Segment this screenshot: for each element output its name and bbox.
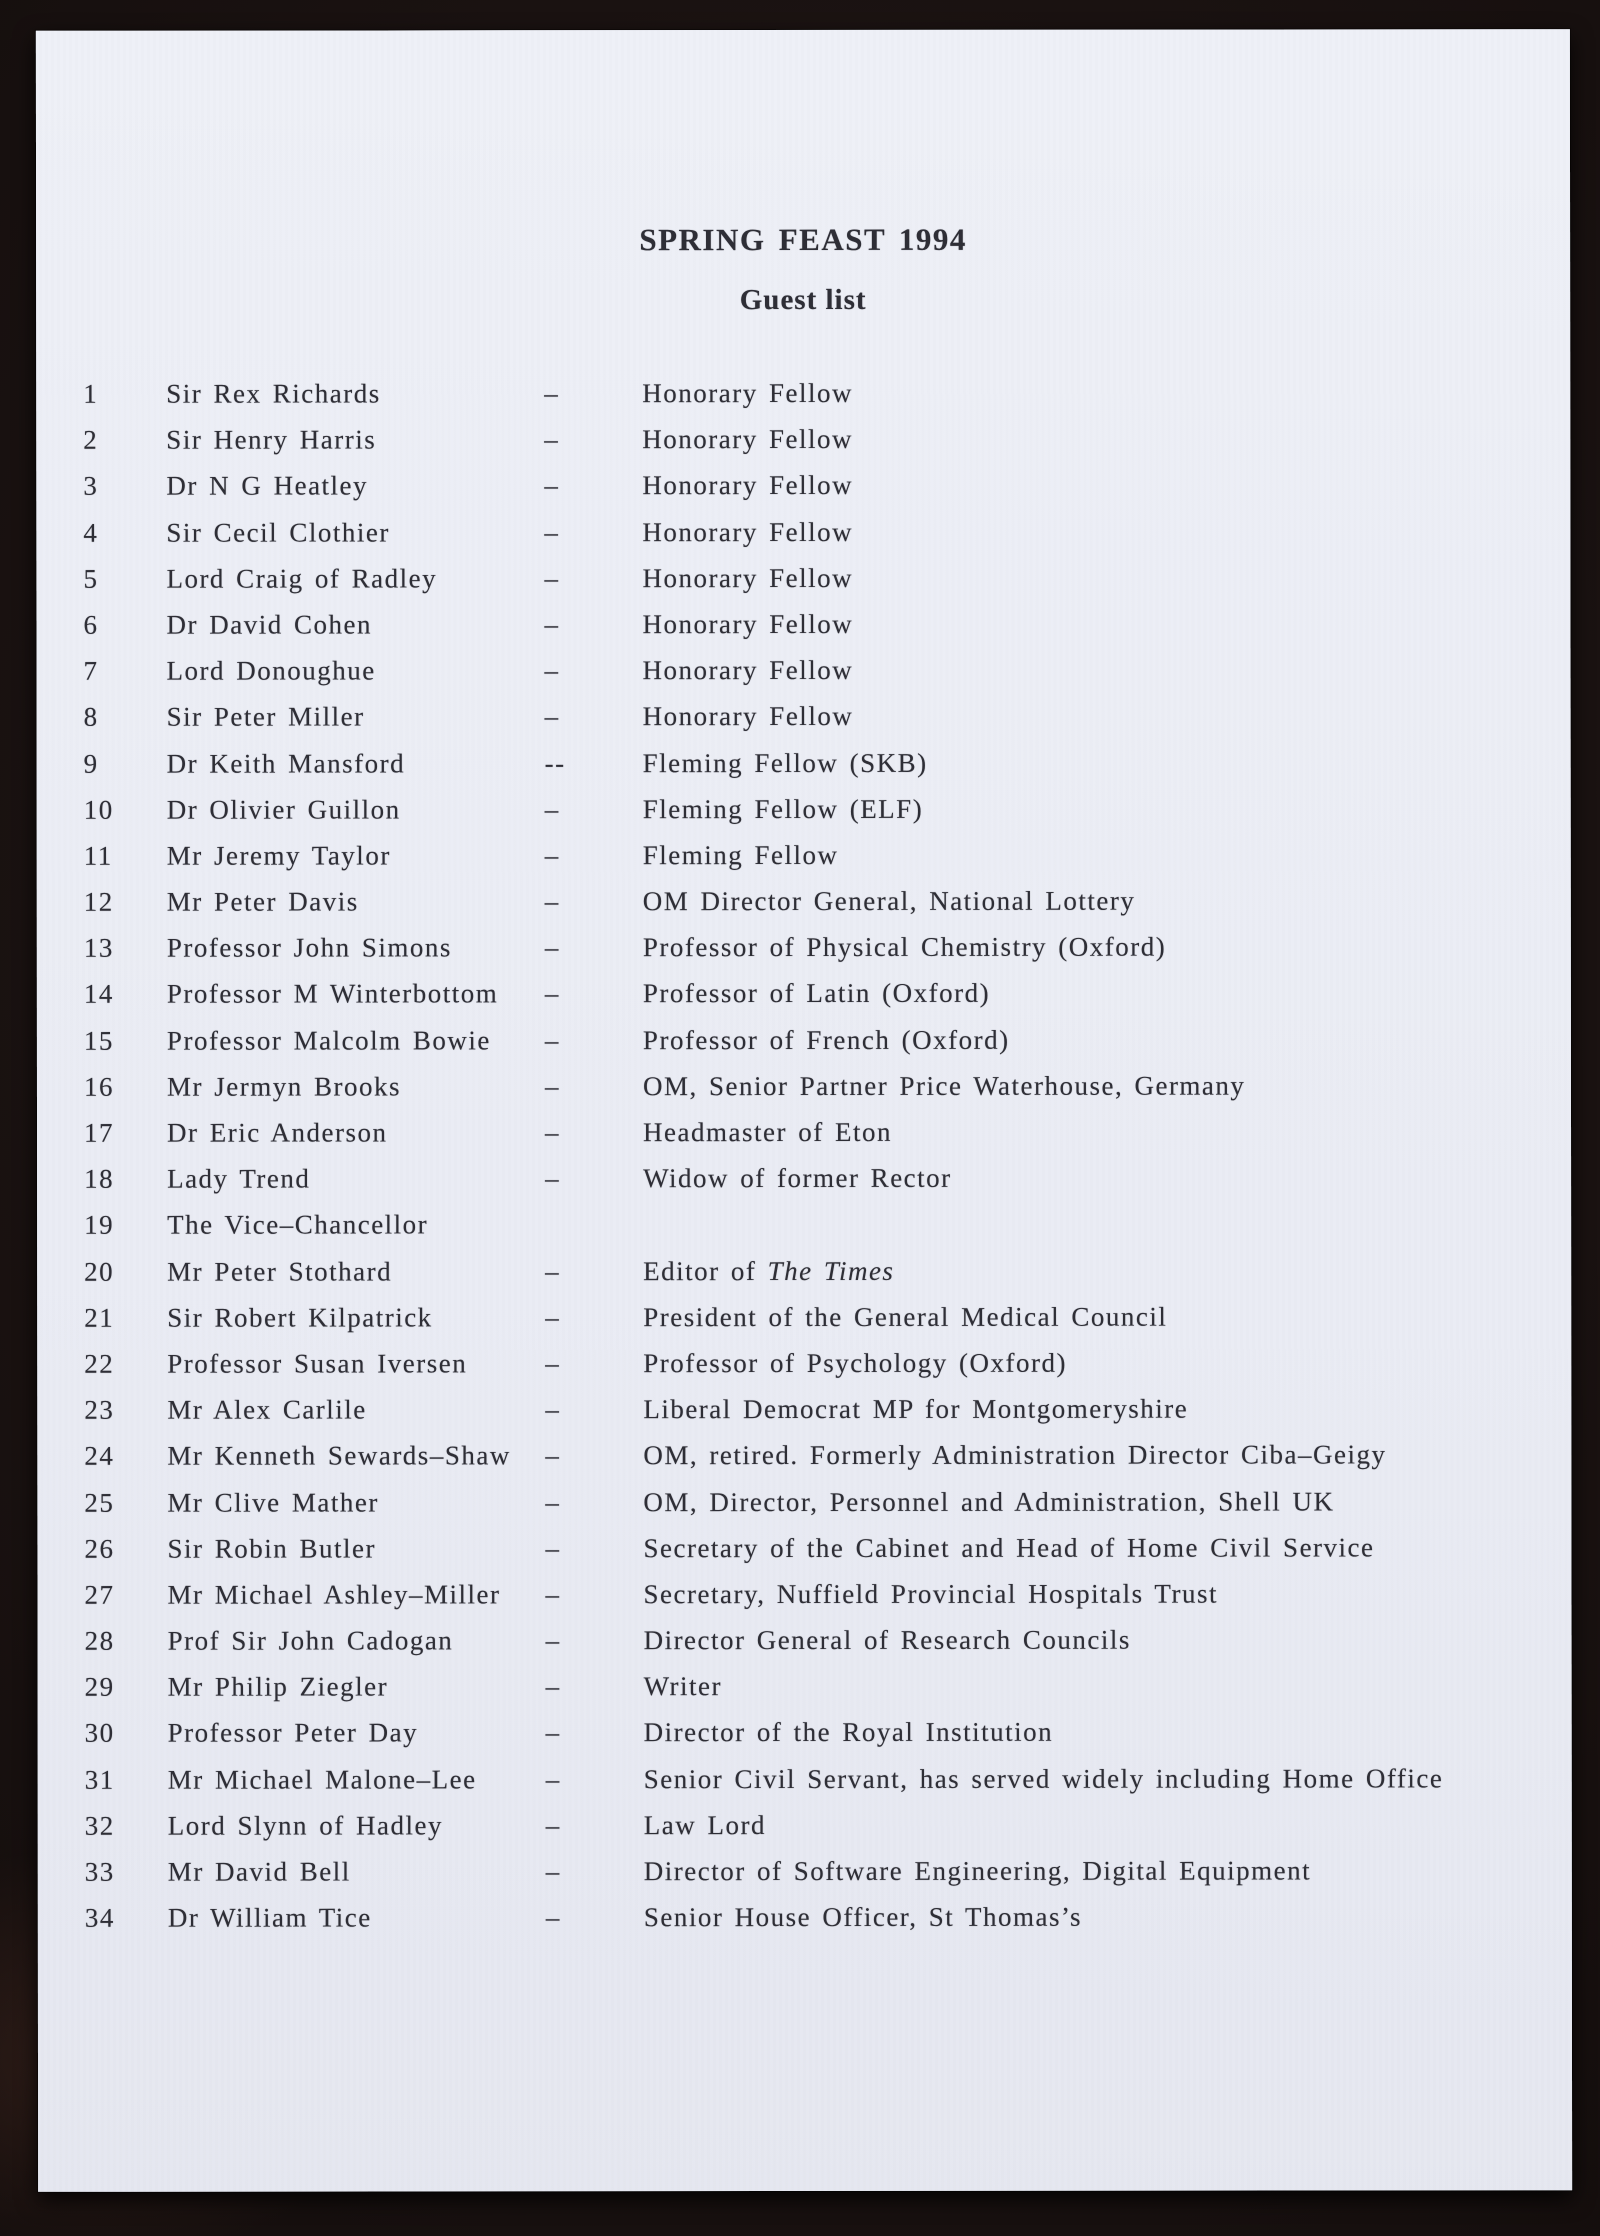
guest-role: Secretary of the Cabinet and Head of Home Civil Service <box>643 1532 1375 1563</box>
guest-row <box>37 1154 1571 1202</box>
guest-name: Mr Clive Mather <box>167 1486 379 1518</box>
guest-separator: – <box>545 1394 561 1425</box>
guest-separator: – <box>544 378 560 409</box>
guest-role: Fleming Fellow (ELF) <box>642 793 924 824</box>
guest-name: Mr Michael Ashley–Miller <box>167 1579 501 1610</box>
guest-row <box>37 646 1571 694</box>
guest-role: Widow of former Rector <box>643 1163 952 1194</box>
guest-number: 13 <box>83 932 114 964</box>
guest-number: 22 <box>84 1348 115 1379</box>
guest-name: The Vice–Chancellor <box>167 1209 429 1241</box>
guest-separator: -- <box>544 747 566 778</box>
guest-row <box>37 1201 1571 1249</box>
guest-number: 7 <box>83 655 99 686</box>
guest-separator: – <box>544 470 560 501</box>
guest-name: Professor John Simons <box>166 932 452 963</box>
guest-number: 23 <box>84 1394 115 1425</box>
guest-name: Sir Peter Miller <box>166 701 365 732</box>
guest-row <box>37 1524 1571 1572</box>
guest-row <box>37 970 1571 1018</box>
guest-separator: – <box>545 1440 561 1471</box>
guest-number: 25 <box>84 1487 115 1518</box>
guest-number: 32 <box>84 1810 115 1841</box>
guest-row <box>37 1385 1571 1433</box>
guest-row <box>37 1247 1571 1295</box>
guest-role: OM, Director, Personnel and Administration, Shell UK <box>643 1485 1335 1517</box>
guest-name: Lord Donoughue <box>166 655 376 686</box>
guest-separator: – <box>545 1717 561 1748</box>
guest-row <box>36 554 1570 602</box>
guest-role-italic: The Times <box>767 1255 895 1286</box>
guest-role: Editor of The Times <box>643 1255 895 1286</box>
guest-separator: – <box>544 978 560 1009</box>
guest-number: 28 <box>84 1625 115 1656</box>
guest-name: Sir Rex Richards <box>166 378 381 409</box>
document-page <box>36 29 1572 2192</box>
guest-separator: – <box>544 563 560 594</box>
guest-row <box>36 462 1570 510</box>
guest-number: 10 <box>83 794 114 825</box>
guest-row <box>37 785 1571 833</box>
guest-separator: – <box>544 424 560 455</box>
guest-row <box>37 1016 1571 1064</box>
guest-role: OM, retired. Formerly Administration Director Ciba–Geigy <box>643 1439 1387 1471</box>
document-subtitle: Guest list <box>739 283 867 317</box>
guest-name: Mr Peter Davis <box>166 886 359 917</box>
guest-row <box>36 508 1570 556</box>
guest-separator: – <box>545 1856 561 1887</box>
guest-role: Professor of French (Oxford) <box>642 1024 1010 1055</box>
guest-separator: – <box>545 1763 561 1794</box>
guest-name: Dr William Tice <box>167 1902 372 1933</box>
guest-number: 8 <box>83 702 99 733</box>
guest-separator: – <box>545 1117 561 1148</box>
guest-name: Lord Slynn of Hadley <box>167 1810 443 1841</box>
guest-row <box>38 1709 1572 1757</box>
guest-name: Mr Kenneth Sewards–Shaw <box>167 1440 511 1471</box>
document-title: SPRING FEAST 1994 <box>639 221 967 258</box>
guest-number: 2 <box>83 424 99 455</box>
guest-role: Honorary Fellow <box>642 377 853 409</box>
guest-number: 24 <box>84 1441 115 1472</box>
guest-name: Sir Henry Harris <box>166 424 377 455</box>
guest-number: 29 <box>84 1671 115 1703</box>
guest-separator: – <box>544 886 560 917</box>
guest-role: Director General of Research Councils <box>643 1624 1131 1656</box>
guest-name: Mr Philip Ziegler <box>167 1671 389 1702</box>
guest-number: 16 <box>83 1071 114 1102</box>
guest-number: 34 <box>84 1902 115 1933</box>
guest-separator: – <box>545 1163 561 1194</box>
guest-number: 15 <box>83 1025 114 1056</box>
guest-role: Fleming Fellow <box>642 839 839 871</box>
guest-name: Dr Keith Mansford <box>166 747 406 779</box>
guest-role: OM Director General, National Lottery <box>642 885 1136 917</box>
guest-number: 1 <box>83 378 99 409</box>
guest-name: Mr Jermyn Brooks <box>166 1071 401 1102</box>
guest-name: Mr Jeremy Taylor <box>166 840 391 871</box>
guest-number: 19 <box>84 1210 115 1241</box>
guest-role: Honorary Fellow <box>642 516 854 547</box>
guest-name: Dr Eric Anderson <box>167 1117 388 1148</box>
guest-separator: – <box>544 840 560 871</box>
guest-number: 30 <box>84 1718 115 1749</box>
guest-name: Professor Peter Day <box>167 1717 419 1749</box>
guest-name: Mr Michael Malone–Lee <box>167 1763 477 1795</box>
guest-number: 21 <box>84 1302 115 1333</box>
guest-name: Professor Susan Iversen <box>167 1348 468 1379</box>
guest-name: Professor Malcolm Bowie <box>166 1024 491 1056</box>
guest-role: Law Lord <box>643 1809 766 1840</box>
guest-name: Lord Craig of Radley <box>166 563 438 594</box>
guest-role: Senior House Officer, St Thomas’s <box>643 1901 1083 1933</box>
guest-name: Mr David Bell <box>167 1856 351 1887</box>
guest-row <box>38 1893 1572 1941</box>
guest-role: Professor of Latin (Oxford) <box>642 978 991 1009</box>
guest-role: Director of Software Engineering, Digital Equipment <box>643 1855 1312 1887</box>
guest-row <box>37 1062 1571 1110</box>
guest-row <box>38 1662 1572 1710</box>
guest-separator: – <box>544 932 560 963</box>
guest-role: Honorary Fellow <box>642 701 854 732</box>
guest-number: 9 <box>83 748 99 779</box>
guest-number: 33 <box>84 1856 115 1887</box>
guest-separator: – <box>545 1302 561 1333</box>
guest-number: 6 <box>83 609 99 640</box>
guest-separator: – <box>545 1348 561 1379</box>
guest-number: 11 <box>83 840 113 871</box>
guest-role: OM, Senior Partner Price Waterhouse, Germany <box>642 1070 1246 1101</box>
guest-number: 12 <box>83 886 114 917</box>
guest-separator: – <box>544 655 560 686</box>
guest-row <box>37 1432 1571 1480</box>
guest-role: Honorary Fellow <box>642 655 854 686</box>
guest-separator: – <box>545 1486 561 1517</box>
guest-number: 18 <box>84 1163 115 1194</box>
guest-number: 4 <box>83 517 99 548</box>
guest-role: Liberal Democrat MP for Montgomeryshire <box>643 1393 1189 1425</box>
guest-number: 27 <box>84 1579 115 1610</box>
guest-number: 14 <box>83 979 114 1010</box>
guest-separator: – <box>544 609 560 640</box>
guest-role: Honorary Fellow <box>642 424 854 455</box>
guest-role: Headmaster of Eton <box>643 1116 892 1148</box>
guest-name: Sir Robin Butler <box>167 1533 376 1564</box>
guest-row <box>36 415 1570 463</box>
guest-name: Professor M Winterbottom <box>166 978 499 1010</box>
guest-name: Lady Trend <box>167 1163 311 1194</box>
guest-row <box>37 1293 1571 1341</box>
guest-separator: – <box>545 1902 561 1933</box>
guest-role: Writer <box>643 1671 722 1702</box>
guest-name: Prof Sir John Cadogan <box>167 1625 454 1656</box>
guest-number: 17 <box>84 1117 115 1148</box>
guest-row <box>38 1755 1572 1803</box>
guest-role <box>643 1233 1571 1234</box>
guest-row <box>37 831 1571 879</box>
guest-separator: – <box>545 1671 561 1702</box>
guest-separator: – <box>544 1024 560 1055</box>
guest-separator: – <box>544 516 560 547</box>
guest-role: President of the General Medical Council <box>643 1301 1168 1332</box>
guest-name: Dr N G Heatley <box>166 470 369 502</box>
guest-name: Sir Robert Kilpatrick <box>167 1302 433 1333</box>
guest-number: 3 <box>83 471 99 502</box>
guest-separator: – <box>545 1810 561 1841</box>
guest-separator: – <box>544 793 560 824</box>
guest-row <box>37 739 1571 787</box>
guest-role: Senior Civil Servant, has served widely including Home Office <box>643 1762 1444 1794</box>
guest-row <box>37 923 1571 971</box>
guest-separator: – <box>544 1071 560 1102</box>
guest-row <box>36 369 1570 417</box>
guest-name: Sir Cecil Clothier <box>166 516 390 548</box>
guest-row <box>36 600 1570 648</box>
guest-role: Honorary Fellow <box>642 470 854 501</box>
guest-row <box>37 693 1571 741</box>
guest-row <box>38 1847 1572 1895</box>
guest-row <box>37 877 1571 925</box>
guest-name: Dr David Cohen <box>166 609 372 640</box>
guest-role: Fleming Fellow (SKB) <box>642 747 928 778</box>
guest-list <box>36 369 1572 1941</box>
guest-role: Secretary, Nuffield Provincial Hospitals Trust <box>643 1578 1218 1610</box>
guest-role: Professor of Physical Chemistry (Oxford) <box>642 931 1167 963</box>
guest-name: Mr Alex Carlile <box>167 1394 367 1425</box>
guest-number: 5 <box>83 563 99 594</box>
guest-number: 31 <box>84 1764 115 1795</box>
guest-row <box>37 1339 1571 1387</box>
guest-separator: – <box>545 1255 561 1286</box>
guest-number: 20 <box>84 1256 115 1287</box>
guest-row <box>37 1108 1571 1156</box>
guest-row <box>38 1616 1572 1664</box>
guest-row <box>38 1801 1572 1849</box>
guest-role: Honorary Fellow <box>642 562 854 593</box>
guest-row <box>37 1570 1571 1618</box>
guest-name: Mr Peter Stothard <box>167 1255 393 1287</box>
guest-role: Professor of Psychology (Oxford) <box>643 1347 1067 1379</box>
guest-separator: – <box>544 701 560 732</box>
guest-row <box>37 1478 1571 1526</box>
guest-role: Director of the Royal Institution <box>643 1717 1054 1748</box>
guest-separator: – <box>545 1625 561 1656</box>
guest-separator: – <box>545 1579 561 1610</box>
guest-name: Dr Olivier Guillon <box>166 794 401 825</box>
guest-role: Honorary Fellow <box>642 608 854 640</box>
guest-separator: – <box>545 1532 561 1563</box>
guest-number: 26 <box>84 1533 115 1564</box>
